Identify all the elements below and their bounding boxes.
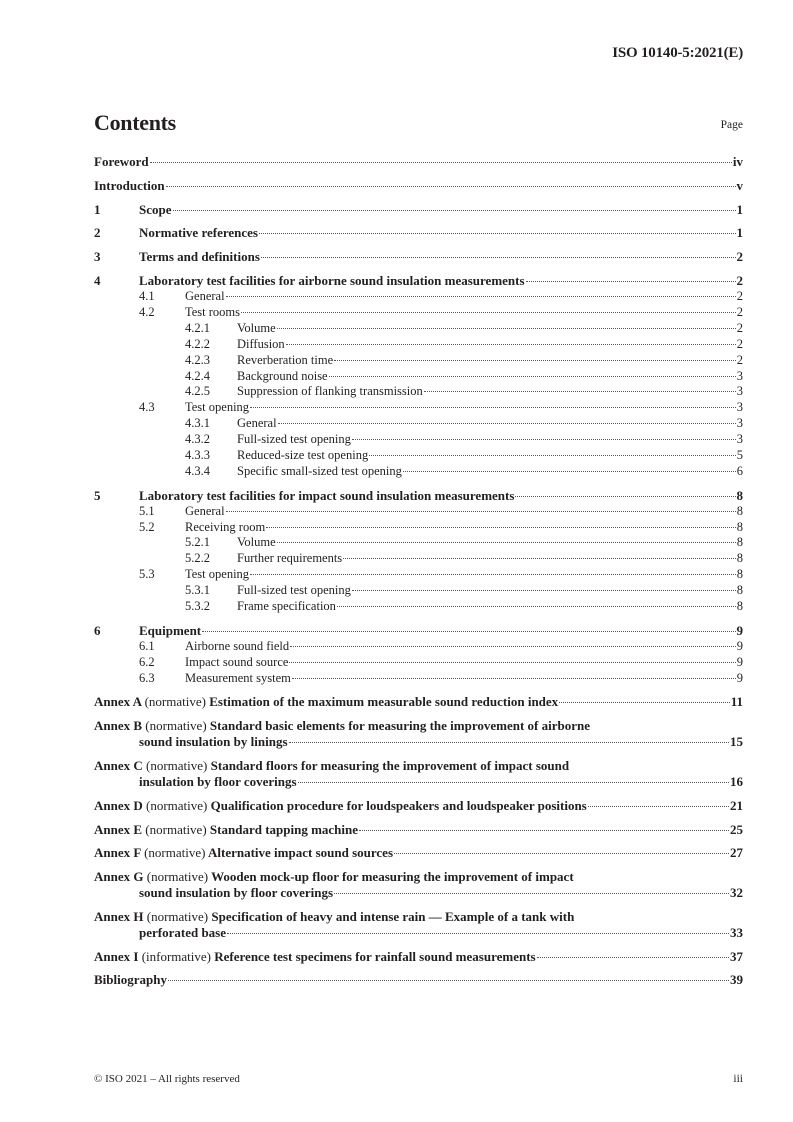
dot-leader xyxy=(515,496,735,497)
toc-entry-5-1[interactable]: 5.1 General 8 xyxy=(139,503,743,518)
toc-entry-scope[interactable]: 1 Scope 1 xyxy=(94,201,743,217)
toc-entry-5-3-1[interactable]: 5.3.1 Full-sized test opening 8 xyxy=(185,583,743,598)
dot-leader xyxy=(369,455,736,456)
dot-leader xyxy=(227,933,729,934)
toc-entry-4-1[interactable]: 4.1 General 2 xyxy=(139,288,743,303)
toc-entry-6-1[interactable]: 6.1 Airborne sound field 9 xyxy=(139,638,743,653)
toc-entry-bibliography[interactable]: Bibliography 39 xyxy=(94,972,743,988)
toc-entry-4-3-4[interactable]: 4.3.4 Specific small-sized test opening 6 xyxy=(185,463,743,478)
dot-leader xyxy=(352,590,736,591)
dot-leader xyxy=(588,806,729,807)
page-number: iii xyxy=(733,1073,743,1085)
toc-entry-section-4[interactable]: 4 Laboratory test facilities for airborne sound insulation measurements 2 xyxy=(94,272,743,288)
toc-entry-5-2[interactable]: 5.2 Receiving room 8 xyxy=(139,519,743,534)
dot-leader xyxy=(298,782,729,783)
table-of-contents xyxy=(94,154,743,988)
dot-leader xyxy=(359,830,729,831)
dot-leader xyxy=(226,511,736,512)
dot-leader xyxy=(289,662,735,663)
dot-leader xyxy=(537,957,729,958)
dot-leader xyxy=(277,542,736,543)
dot-leader xyxy=(168,980,729,981)
dot-leader xyxy=(173,210,736,211)
toc-entry-foreword[interactable]: Foreword iv xyxy=(94,154,743,169)
dot-leader xyxy=(202,631,735,632)
toc-entry-5-3[interactable]: 5.3 Test opening 8 xyxy=(139,567,743,582)
dot-leader xyxy=(394,853,729,854)
toc-entry-annex-c[interactable]: Annex C (normative) Standard floors for measuring the improvement of impact sound insulation by floor coverings 16 xyxy=(94,757,743,789)
toc-entry-6-2[interactable]: 6.2 Impact sound source 9 xyxy=(139,654,743,669)
toc-entry-normative-references[interactable]: 2 Normative references 1 xyxy=(94,225,743,241)
toc-entry-4-2-3[interactable]: 4.2.3 Reverberation time 2 xyxy=(185,352,743,367)
toc-entry-5-2-2[interactable]: 5.2.2 Further requirements 8 xyxy=(185,551,743,566)
toc-entry-annex-a[interactable]: Annex A (normative) Estimation of the maximum measurable sound reduction index 11 xyxy=(94,694,743,710)
page-column-label: Page xyxy=(720,119,743,131)
dot-leader xyxy=(337,606,736,607)
toc-entry-terms-and-definitions[interactable]: 3 Terms and definitions 2 xyxy=(94,249,743,265)
toc-entry-5-3-2[interactable]: 5.3.2 Frame specification 8 xyxy=(185,599,743,614)
toc-entry-4-2[interactable]: 4.2 Test rooms 2 xyxy=(139,304,743,319)
dot-leader xyxy=(334,360,736,361)
toc-entry-annex-d[interactable]: Annex D (normative) Qualification procedure for loudspeakers and loudspeaker positions 21 xyxy=(94,797,743,813)
toc-entry-annex-i[interactable]: Annex I (informative) Reference test specimens for rainfall sound measurements 37 xyxy=(94,948,743,964)
dot-leader xyxy=(286,344,736,345)
copyright-notice: © ISO 2021 – All rights reserved xyxy=(94,1073,240,1085)
dot-leader xyxy=(250,407,736,408)
dot-leader xyxy=(278,423,736,424)
page-title: Contents xyxy=(94,110,176,135)
dot-leader xyxy=(343,558,736,559)
toc-entry-annex-e[interactable]: Annex E (normative) Standard tapping machine 25 xyxy=(94,821,743,837)
dot-leader xyxy=(250,574,736,575)
toc-entry-4-2-5[interactable]: 4.2.5 Suppression of flanking transmission 3 xyxy=(185,384,743,399)
toc-entry-5-2-1[interactable]: 5.2.1 Volume 8 xyxy=(185,535,743,550)
toc-entry-4-3-1[interactable]: 4.3.1 General 3 xyxy=(185,416,743,431)
dot-leader xyxy=(424,391,736,392)
toc-entry-4-3-3[interactable]: 4.3.3 Reduced-size test opening 5 xyxy=(185,448,743,463)
dot-leader xyxy=(334,893,729,894)
dot-leader xyxy=(277,328,736,329)
toc-entry-section-6[interactable]: 6 Equipment 9 xyxy=(94,622,743,638)
toc-entry-6-3[interactable]: 6.3 Measurement system 9 xyxy=(139,670,743,685)
toc-entry-4-2-4[interactable]: 4.2.4 Background noise 3 xyxy=(185,368,743,383)
dot-leader xyxy=(559,702,730,703)
dot-leader xyxy=(259,233,736,234)
dot-leader xyxy=(403,471,736,472)
toc-entry-introduction[interactable]: Introduction v xyxy=(94,177,743,193)
dot-leader xyxy=(226,296,736,297)
dot-leader xyxy=(329,376,736,377)
dot-leader xyxy=(526,281,736,282)
toc-entry-4-3[interactable]: 4.3 Test opening 3 xyxy=(139,400,743,415)
dot-leader xyxy=(289,742,730,743)
dot-leader xyxy=(266,527,736,528)
dot-leader xyxy=(290,646,736,647)
dot-leader xyxy=(352,439,736,440)
toc-entry-section-5[interactable]: 5 Laboratory test facilities for impact sound insulation measurements 8 xyxy=(94,487,743,503)
toc-entry-annex-f[interactable]: Annex F (normative) Alternative impact sound sources 27 xyxy=(94,845,743,861)
toc-entry-4-2-1[interactable]: 4.2.1 Volume 2 xyxy=(185,320,743,335)
dot-leader xyxy=(261,257,736,258)
toc-entry-4-3-2[interactable]: 4.3.2 Full-sized test opening 3 xyxy=(185,432,743,447)
dot-leader xyxy=(292,678,736,679)
toc-entry-annex-b[interactable]: Annex B (normative) Standard basic elements for measuring the improvement of airborne sound insulation by linings 15 xyxy=(94,718,743,750)
dot-leader xyxy=(150,162,732,163)
toc-entry-annex-g[interactable]: Annex G (normative) Wooden mock-up floor for measuring the improvement of impact sound insulation by floor coverings 32 xyxy=(94,869,743,901)
toc-entry-annex-h[interactable]: Annex H (normative) Specification of heavy and intense rain — Example of a tank with perforated base 33 xyxy=(94,908,743,940)
dot-leader xyxy=(241,312,736,313)
toc-entry-4-2-2[interactable]: 4.2.2 Diffusion 2 xyxy=(185,336,743,351)
dot-leader xyxy=(166,186,736,187)
document-id: ISO 10140-5:2021(E) xyxy=(612,45,743,61)
